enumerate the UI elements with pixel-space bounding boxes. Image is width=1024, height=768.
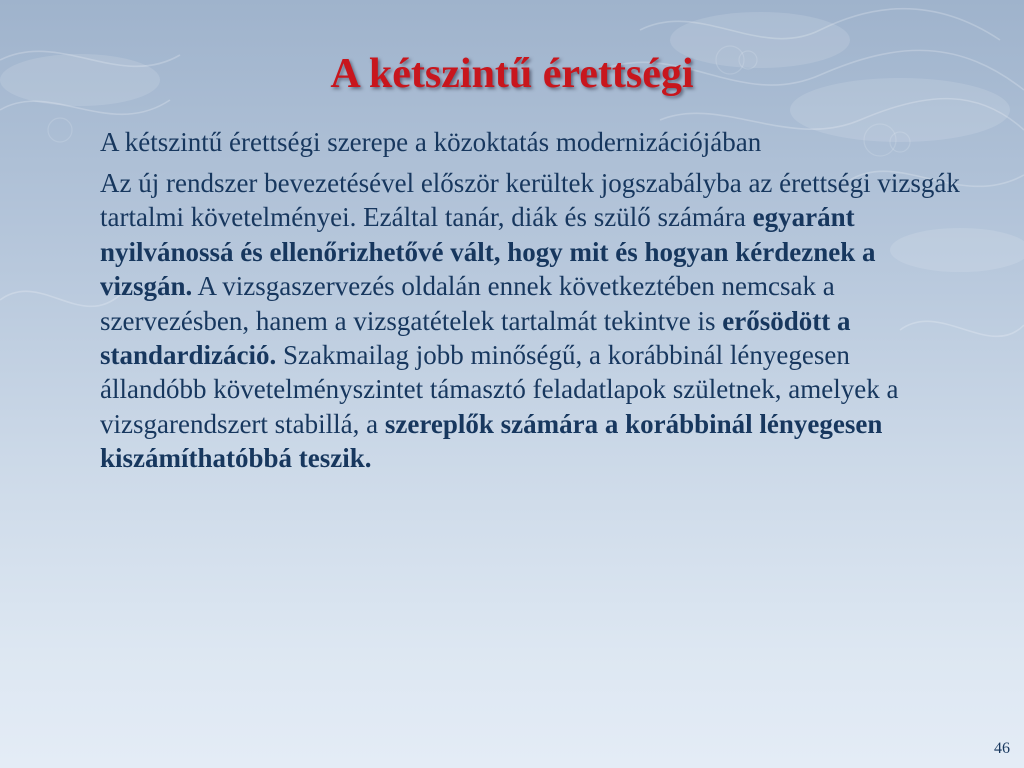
body-paragraph-1: A kétszintű érettségi szerepe a közoktatás modernizációjában	[100, 127, 762, 157]
paragraph-2-text-2: A vizsgaszervezés oldalán ennek következtében nemcsak a szervezésben, hanem a vizsgatételek tartalmát tekintve is	[100, 271, 835, 336]
paragraph-2-text-3: Szakmailag jobb minőségű, a korábbinál lényegesen állandóbb követelményszintet támasztó feladatlapok születnek, amelyek a vizsgarendszert stabillá, a	[100, 340, 899, 439]
slide-title: A kétszintű érettségi	[330, 51, 694, 97]
body-paragraph-2	[100, 166, 960, 476]
page-number: 46	[994, 740, 1010, 757]
slide-body	[100, 125, 960, 476]
paragraph-2-emphasis-3: szereplők számára a korábbinál lényegesen kiszámíthatóbbá teszik.	[100, 408, 883, 474]
paragraph-2-text-1: Az új rendszer bevezetésével először kerültek jogszabályba az érettségi vizsgák tartalmi követelményei. Ezáltal tanár, diák és szülő számára	[100, 168, 960, 233]
paragraph-2-emphasis-1: egyaránt nyilvánossá és ellenőrizhetővé vált, hogy mit és hogyan kérdeznek a vizsgán.	[100, 202, 876, 302]
paragraph-2-emphasis-2: erősödött a standardizáció.	[100, 305, 851, 371]
